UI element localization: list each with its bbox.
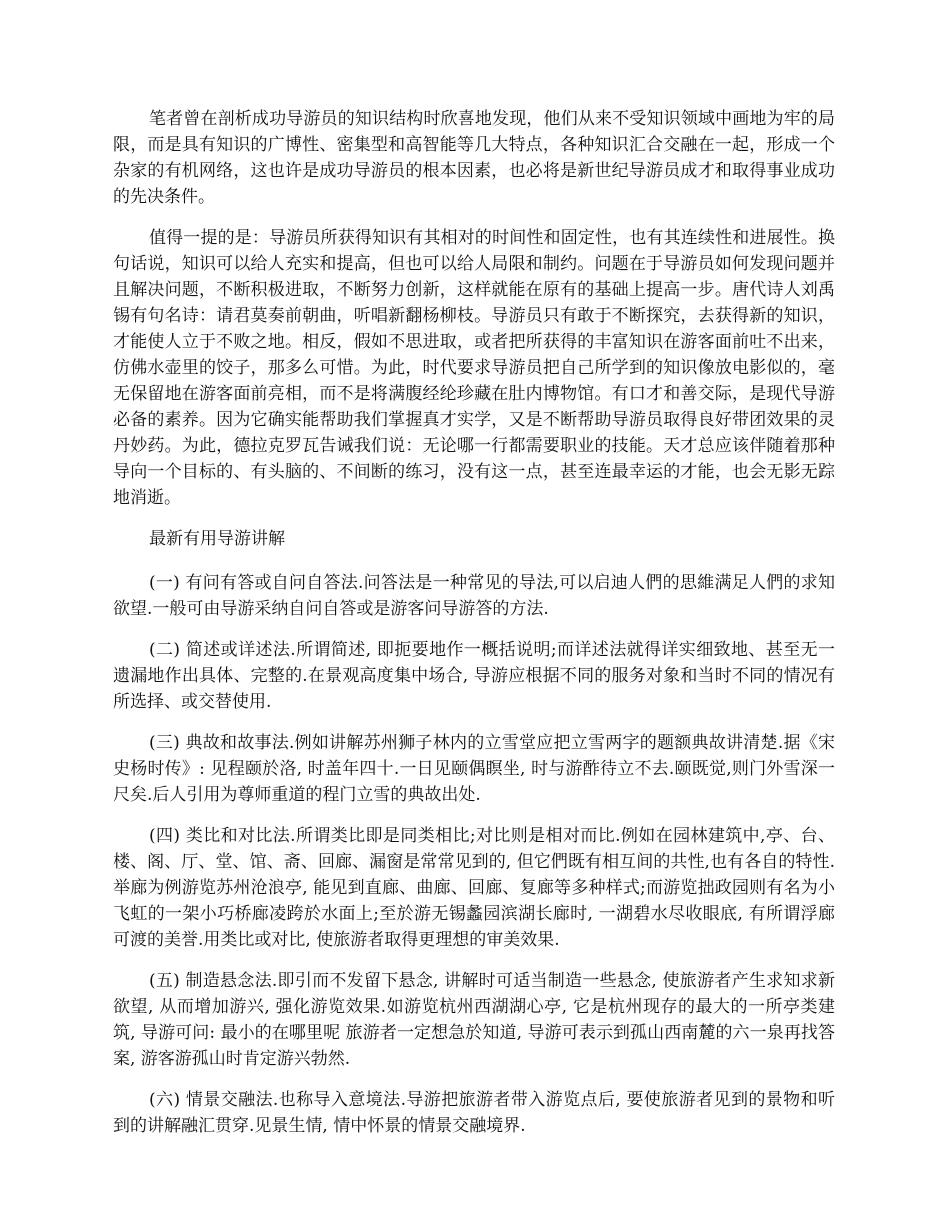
paragraph-method-4: (四) 类比和对比法.所谓类比即是同类相比;对比则是相对而比.例如在园林建筑中,亭、台、楼、阁、厅、堂、馆、斋、回廊、漏窗是常常见到的, 但它們既有相互间的共性,也有各自的特性.举廊为例游览苏州沧浪亭, 能见到直廊、曲廊、回廊、复廊等多种样式;而游览拙政园则有名为小飞虹的一架小巧桥廊凌跨於水面上;至於游无锡蠡园滨湖长廊时, 一湖碧水尽收眼底, 有所谓浮廊可渡的美誉.用类比或对比, 使旅游者取得更理想的审美效果. — [113, 826, 835, 950]
paragraph-method-1: (一) 有问有答或自问自答法.问答法是一种常见的导法,可以启迪人們的思維满足人們的求知欲望.一般可由导游采纳自问自答或是游客问导游答的方法. — [113, 573, 835, 619]
paragraph-method-6: (六) 情景交融法.也称导入意境法.导游把旅游者带入游览点后, 要使旅游者见到的景物和听到的讲解融汇贯穿.见景生情, 情中怀景的情景交融境界. — [113, 1090, 835, 1136]
paragraph-method-2: (二) 简述或详述法.所谓简述, 即扼要地作一概括说明;而详述法就得详实细致地、甚至无一遗漏地作出具体、完整的.在景观高度集中场合, 导游应根据不同的服务对象和当时不同的情况有所选择、或交替使用. — [113, 640, 835, 712]
document-body — [113, 106, 835, 1154]
paragraph-method-5: (五) 制造悬念法.即引而不发留下悬念, 讲解时可适当制造一些悬念, 使旅游者产生求知求新欲望, 从而增加游兴, 强化游览效果.如游览杭州西湖湖心亭, 它是杭州现存的最大的一所亭类建筑, 导游可问: 最小的在哪里呢 旅游者一定想急於知道, 导游可表示到孤山西南麓的六一泉再找答案, 游客游孤山时肯定游兴勃然. — [113, 971, 835, 1069]
paragraph-knowledge-structure: 笔者曾在剖析成功导游员的知识结构时欣喜地发现，他们从来不受知识领域中画地为牢的局限，而是具有知识的广博性、密集型和高智能等几大特点，各种知识汇合交融在一起，形成一个杂家的有机网络，这也许是成功导游员的根本因素，也必将是新世纪导游员成才和取得事业成功的先决条件。 — [113, 109, 835, 207]
paragraph-method-3: (三) 典故和故事法.例如讲解苏州狮子林内的立雪堂应把立雪两字的题额典故讲清楚.据《宋史杨时传》: 见程颐於洛, 时盖年四十.一日见颐偶瞑坐, 时与游酢待立不去.颐既觉,则门外雪深一尺矣.后人引用为尊师重道的程门立雪的典故出处. — [113, 733, 835, 805]
paragraph-continuous-learning: 值得一提的是：导游员所获得知识有其相对的时间性和固定性，也有其连续性和进展性。换句话说，知识可以给人充实和提高，但也可以给人局限和制约。问题在于导游员如何发现问题并且解决问题，不断积极进取，不断努力创新，这样就能在原有的基础上提高一步。唐代诗人刘禹锡有句名诗：请君莫奏前朝曲，听唱新翻杨柳枝。导游员只有敢于不断探究，去获得新的知识，才能使人立于不败之地。相反，假如不思进取，或者把所获得的丰富知识在游客面前吐不出来，仿佛水壶里的饺子，那多么可惜。为此，时代要求导游员把自己所学到的知识像放电影似的，毫无保留地在游客面前亮相，而不是将满腹经纶珍藏在肚内博物馆。有口才和善交际，是现代导游必备的素养。因为它确实能帮助我们掌握真才实学，又是不断帮助导游员取得良好带团效果的灵丹妙药。为此，德拉克罗瓦告诫我们说：无论哪一行都需要职业的技能。天才总应该伴随着那种导向一个目标的、有头脑的、不间断的练习，没有这一点，甚至连最幸运的才能，也会无影无踪地消逝。 — [113, 228, 835, 508]
section-heading: 最新有用导游讲解 — [149, 529, 285, 549]
